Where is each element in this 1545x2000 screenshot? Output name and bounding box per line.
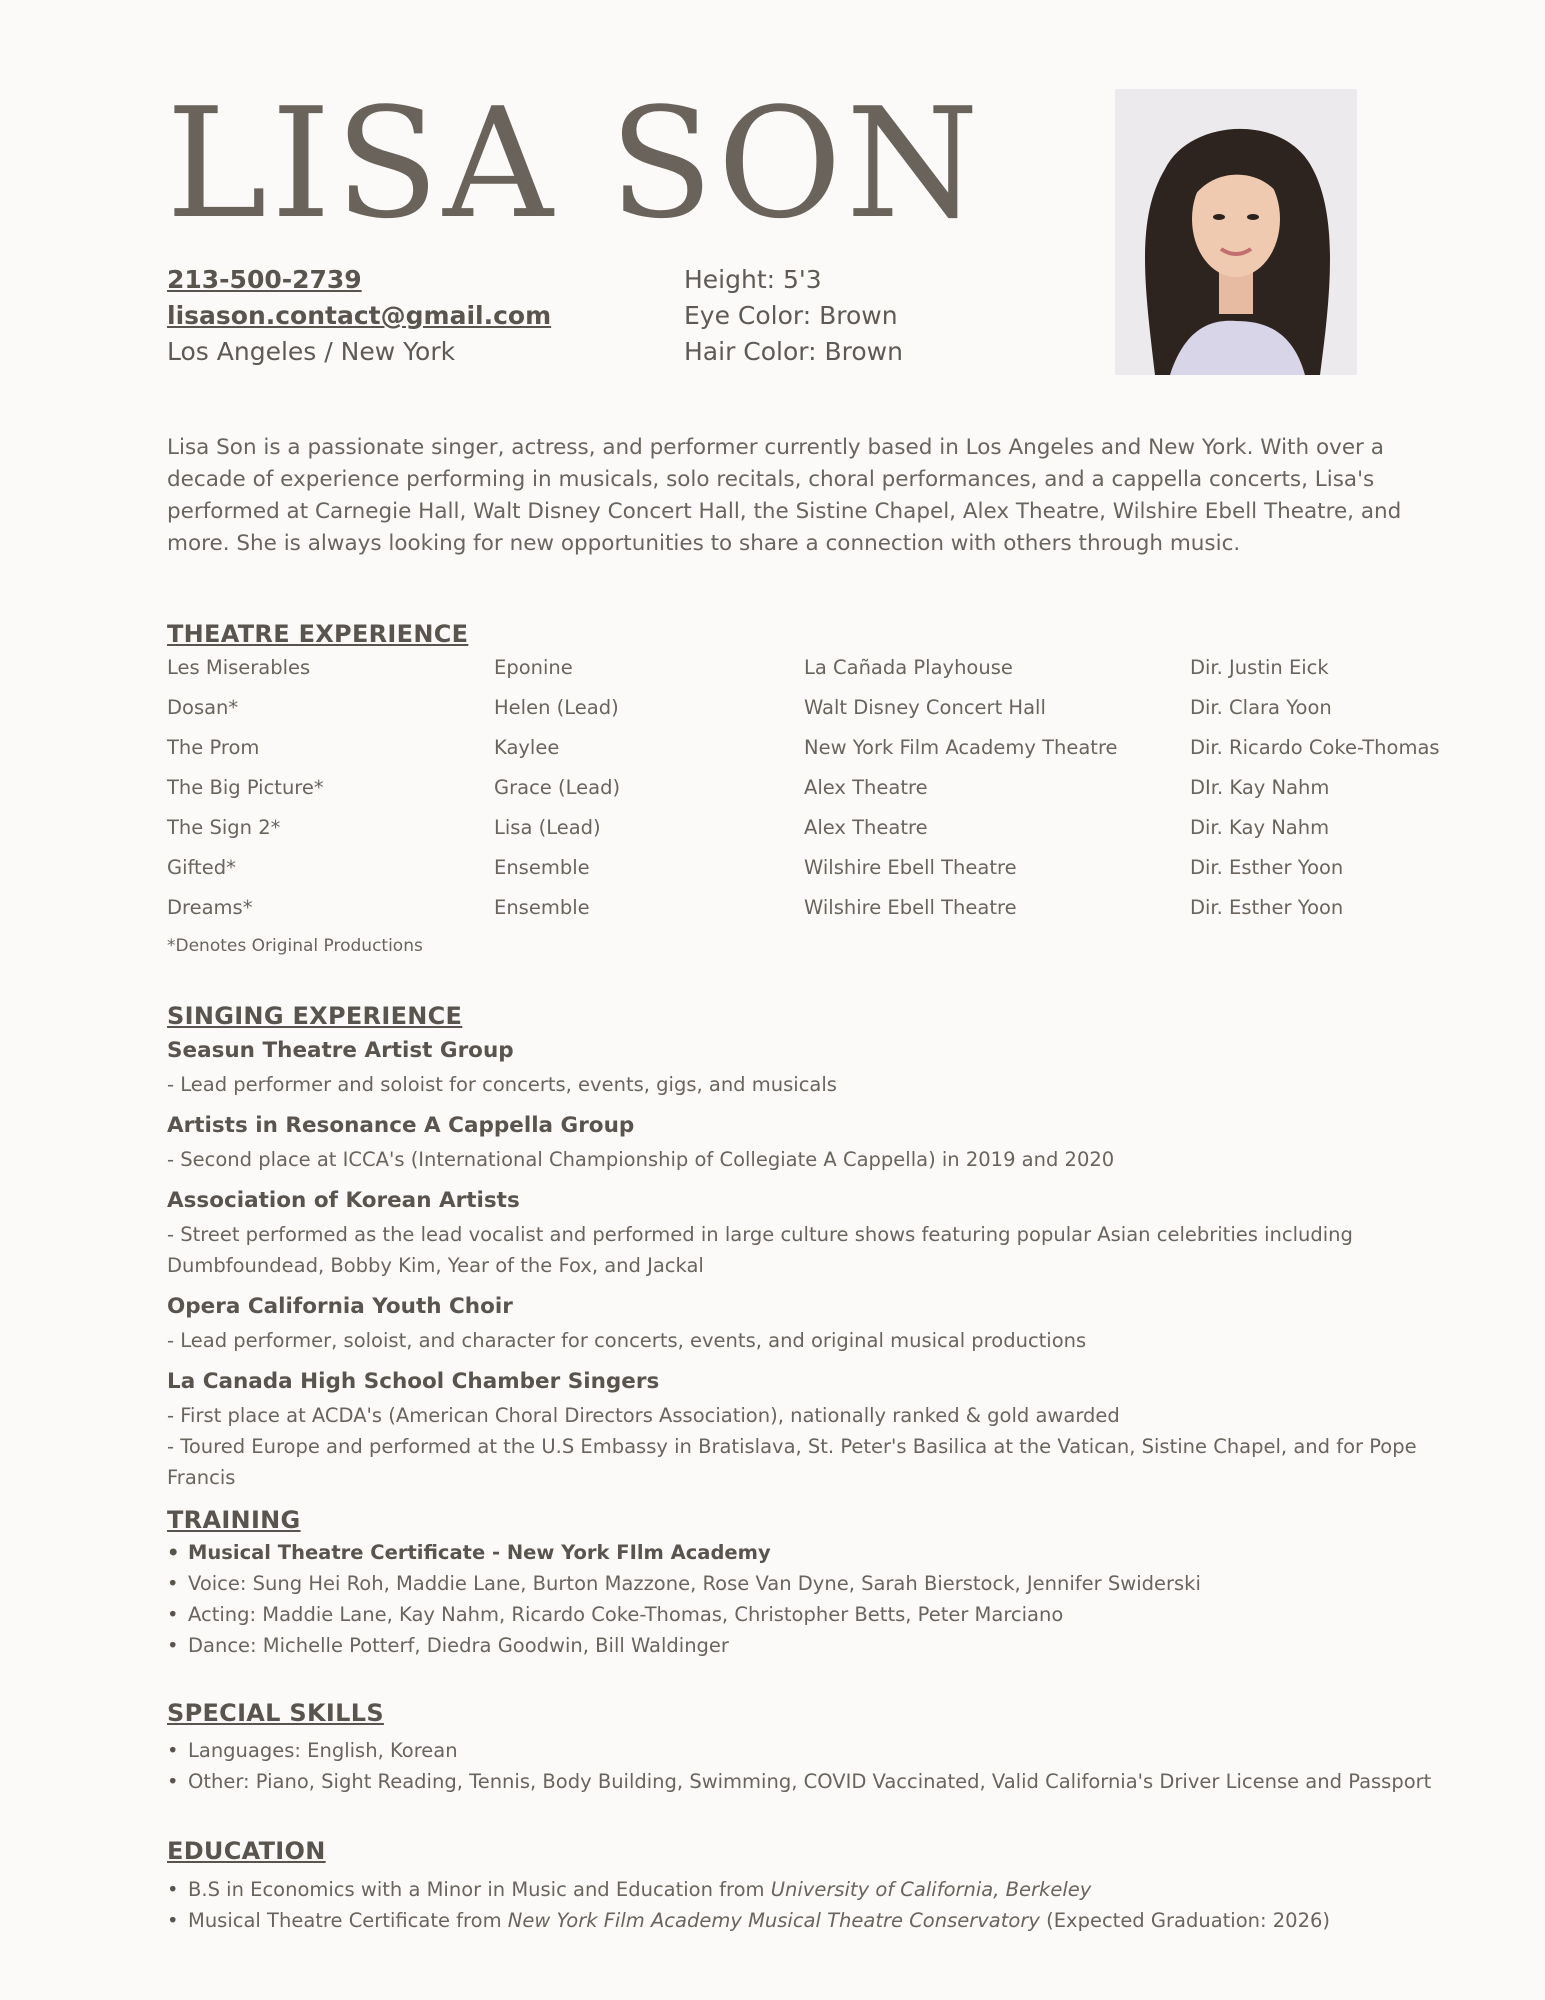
show-name: Les Miserables bbox=[167, 656, 311, 679]
group-details: - Lead performer, soloist, and character for concerts, events, and original musical productions bbox=[167, 1329, 1087, 1352]
director-name: Dir. Esther Yoon bbox=[1190, 896, 1344, 919]
director-name: Dir. Justin Eick bbox=[1190, 656, 1329, 679]
training-list bbox=[167, 1537, 1467, 1661]
email-link[interactable]: lisason.contact@gmail.com bbox=[167, 301, 552, 330]
theatre-row bbox=[167, 896, 1467, 936]
role-name: Ensemble bbox=[494, 896, 590, 919]
original-productions-footnote: *Denotes Original Productions bbox=[167, 936, 423, 956]
venue-name: Alex Theatre bbox=[804, 816, 928, 839]
school-name: New York Film Academy Musical Theatre Conservatory bbox=[507, 1909, 1040, 1932]
group-name: Artists in Resonance A Cappella Group bbox=[167, 1113, 635, 1138]
education-item bbox=[167, 1905, 1467, 1936]
education-item bbox=[167, 1874, 1467, 1905]
hair-color-text: Hair Color: Brown bbox=[684, 337, 903, 366]
director-name: Dir. Ricardo Coke-Thomas bbox=[1190, 736, 1440, 759]
director-name: Dir. Clara Yoon bbox=[1190, 696, 1332, 719]
skills-list bbox=[167, 1735, 1467, 1797]
education-section-title: EDUCATION bbox=[167, 1837, 326, 1865]
singing-item bbox=[167, 1292, 1447, 1356]
contact-info bbox=[167, 262, 551, 370]
skill-item: • Languages: English, Korean bbox=[167, 1735, 1467, 1766]
theatre-row bbox=[167, 696, 1467, 736]
theatre-row bbox=[167, 856, 1467, 896]
education-list bbox=[167, 1874, 1467, 1936]
role-name: Eponine bbox=[494, 656, 573, 679]
director-name: Dir. Kay Nahm bbox=[1190, 816, 1330, 839]
role-name: Kaylee bbox=[494, 736, 560, 759]
venue-name: Alex Theatre bbox=[804, 776, 928, 799]
group-name: Seasun Theatre Artist Group bbox=[167, 1038, 514, 1063]
phone-link[interactable]: 213-500-2739 bbox=[167, 265, 362, 294]
name-heading: LISA SON bbox=[166, 75, 983, 252]
theatre-row bbox=[167, 736, 1467, 776]
training-item: • Voice: Sung Hei Roh, Maddie Lane, Burton Mazzone, Rose Van Dyne, Sarah Bierstock, Jennifer Swiderski bbox=[167, 1568, 1467, 1599]
theatre-section-title: THEATRE EXPERIENCE bbox=[167, 620, 469, 648]
training-item: • Acting: Maddie Lane, Kay Nahm, Ricardo Coke-Thomas, Christopher Betts, Peter Marciano bbox=[167, 1599, 1467, 1630]
theatre-row bbox=[167, 776, 1467, 816]
headshot-photo bbox=[1115, 89, 1357, 375]
singing-item bbox=[167, 1367, 1447, 1493]
singing-list bbox=[167, 1036, 1447, 1504]
school-name: University of California, Berkeley bbox=[770, 1878, 1092, 1901]
role-name: Lisa (Lead) bbox=[494, 816, 601, 839]
show-name: Dreams* bbox=[167, 896, 253, 919]
venue-name: New York Film Academy Theatre bbox=[804, 736, 1118, 759]
eye-color-text: Eye Color: Brown bbox=[684, 301, 898, 330]
group-details: - Lead performer and soloist for concerts, events, gigs, and musicals bbox=[167, 1073, 837, 1096]
singing-item bbox=[167, 1111, 1447, 1175]
training-item: • Musical Theatre Certificate - New York FIlm Academy bbox=[167, 1537, 1467, 1568]
singing-section-title: SINGING EXPERIENCE bbox=[167, 1002, 463, 1030]
skill-item: • Other: Piano, Sight Reading, Tennis, Body Building, Swimming, COVID Vaccinated, Valid California's Driver License and Passport bbox=[167, 1766, 1467, 1797]
physical-stats bbox=[684, 262, 903, 370]
degree-text: Musical Theatre Certificate from bbox=[188, 1909, 508, 1932]
group-details: - First place at ACDA's (American Choral Directors Association), nationally ranked & gold awarded bbox=[167, 1404, 1120, 1427]
singing-item bbox=[167, 1036, 1447, 1100]
venue-name: Wilshire Ebell Theatre bbox=[804, 896, 1017, 919]
group-name: Association of Korean Artists bbox=[167, 1188, 520, 1213]
theatre-table bbox=[167, 656, 1467, 936]
group-details: - Street performed as the lead vocalist and performed in large culture shows featuring popular Asian celebrities including Dumbfoundead, Bobby Kim, Year of the Fox, and Jackal bbox=[167, 1223, 1353, 1277]
role-name: Helen (Lead) bbox=[494, 696, 619, 719]
theatre-row bbox=[167, 816, 1467, 856]
show-name: Dosan* bbox=[167, 696, 239, 719]
degree-suffix: (Expected Graduation: 2026) bbox=[1039, 1909, 1331, 1932]
singing-item bbox=[167, 1186, 1447, 1281]
director-name: Dir. Esther Yoon bbox=[1190, 856, 1344, 879]
theatre-row bbox=[167, 656, 1467, 696]
director-name: DIr. Kay Nahm bbox=[1190, 776, 1330, 799]
venue-name: La Cañada Playhouse bbox=[804, 656, 1013, 679]
group-name: Opera California Youth Choir bbox=[167, 1294, 513, 1319]
skills-section-title: SPECIAL SKILLS bbox=[167, 1699, 384, 1727]
height-text: Height: 5'3 bbox=[684, 265, 822, 294]
show-name: The Sign 2* bbox=[167, 816, 281, 839]
role-name: Grace (Lead) bbox=[494, 776, 621, 799]
group-name: La Canada High School Chamber Singers bbox=[167, 1369, 660, 1394]
location-text: Los Angeles / New York bbox=[167, 337, 456, 366]
show-name: The Prom bbox=[167, 736, 260, 759]
venue-name: Walt Disney Concert Hall bbox=[804, 696, 1046, 719]
degree-text: B.S in Economics with a Minor in Music and Education from bbox=[188, 1878, 771, 1901]
show-name: Gifted* bbox=[167, 856, 236, 879]
training-item: • Dance: Michelle Potterf, Diedra Goodwin, Bill Waldinger bbox=[167, 1630, 1467, 1661]
group-details: - Second place at ICCA's (International Championship of Collegiate A Cappella) in 2019 and 2020 bbox=[167, 1148, 1115, 1171]
bio-paragraph: Lisa Son is a passionate singer, actress, and performer currently based in Los Angeles and New York. With over a decade of experience performing in musicals, solo recitals, choral performances, and a cappella concerts, Lisa's performed at Carnegie Hall, Walt Disney Concert Hall, the Sistine Chapel, Alex Theatre, Wilshire Ebell Theatre, and more. She is always looking for new opportunities to share a connection with others through music. bbox=[167, 435, 1402, 556]
training-section-title: TRAINING bbox=[167, 1506, 301, 1534]
group-details-extra: - Toured Europe and performed at the U.S Embassy in Bratislava, St. Peter's Basilica at the Vatican, Sistine Chapel, and for Pope Francis bbox=[167, 1435, 1417, 1489]
show-name: The Big Picture* bbox=[167, 776, 324, 799]
venue-name: Wilshire Ebell Theatre bbox=[804, 856, 1017, 879]
role-name: Ensemble bbox=[494, 856, 590, 879]
